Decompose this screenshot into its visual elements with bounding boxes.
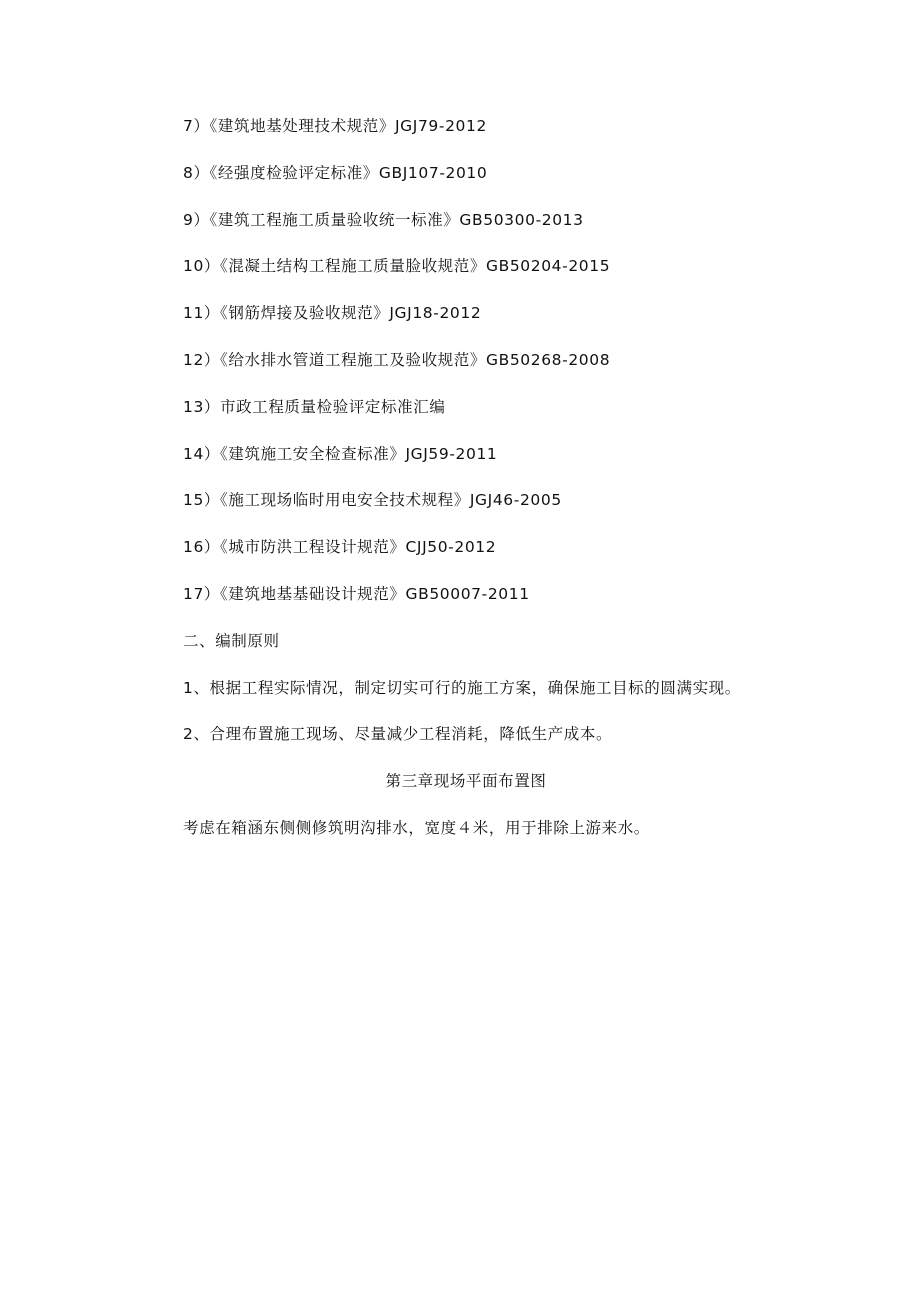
reference-item-16: 16）《城市防洪工程设计规范》CJJ50-2012 [183,538,497,557]
reference-item-8: 8）《经强度检验评定标准》GBJ107-2010 [183,163,488,182]
reference-item-11: 11）《钢筋焊接及验收规范》JGJ18-2012 [183,304,482,323]
reference-item-12: 12）《给水排水管道工程施工及验收规范》GB50268-2008 [183,350,611,369]
reference-item-15: 15）《施工现场临时用电安全技术规程》JGJ46-2005 [183,491,562,510]
reference-item-17: 17）《建筑地基基础设计规范》GB50007-2011 [183,584,530,603]
reference-item-10: 10）《混凝土结构工程施工质量脸收规范》GB50204-2015 [183,257,611,276]
principle-item-2: 2、合理布置施工现场、尽量减少工程消耗，降低生产成本。 [183,725,613,744]
section-heading: 二、编制原则 [183,631,280,650]
reference-item-9: 9）《建筑工程施工质量验收统一标准》GB50300-2013 [183,210,584,229]
document-body [183,114,803,863]
reference-item-14: 14）《建筑施工安全检查标准》JGJ59-2011 [183,444,498,463]
reference-item-13: 13）市政工程质量检验评定标准汇编 [183,397,446,416]
principle-item-1: 1、根据工程实际情况，制定切实可行的施工方案，确保施工目标的圆满实现。 [183,678,741,697]
chapter-title: 第三章现场平面布置图 [385,772,547,791]
body-paragraph: 考虑在箱涵东侧侧修筑明沟排水，宽度４米，用于排除上游来水。 [183,818,650,837]
reference-item-7: 7）《建筑地基处理技术规范》JGJ79-2012 [183,117,487,135]
